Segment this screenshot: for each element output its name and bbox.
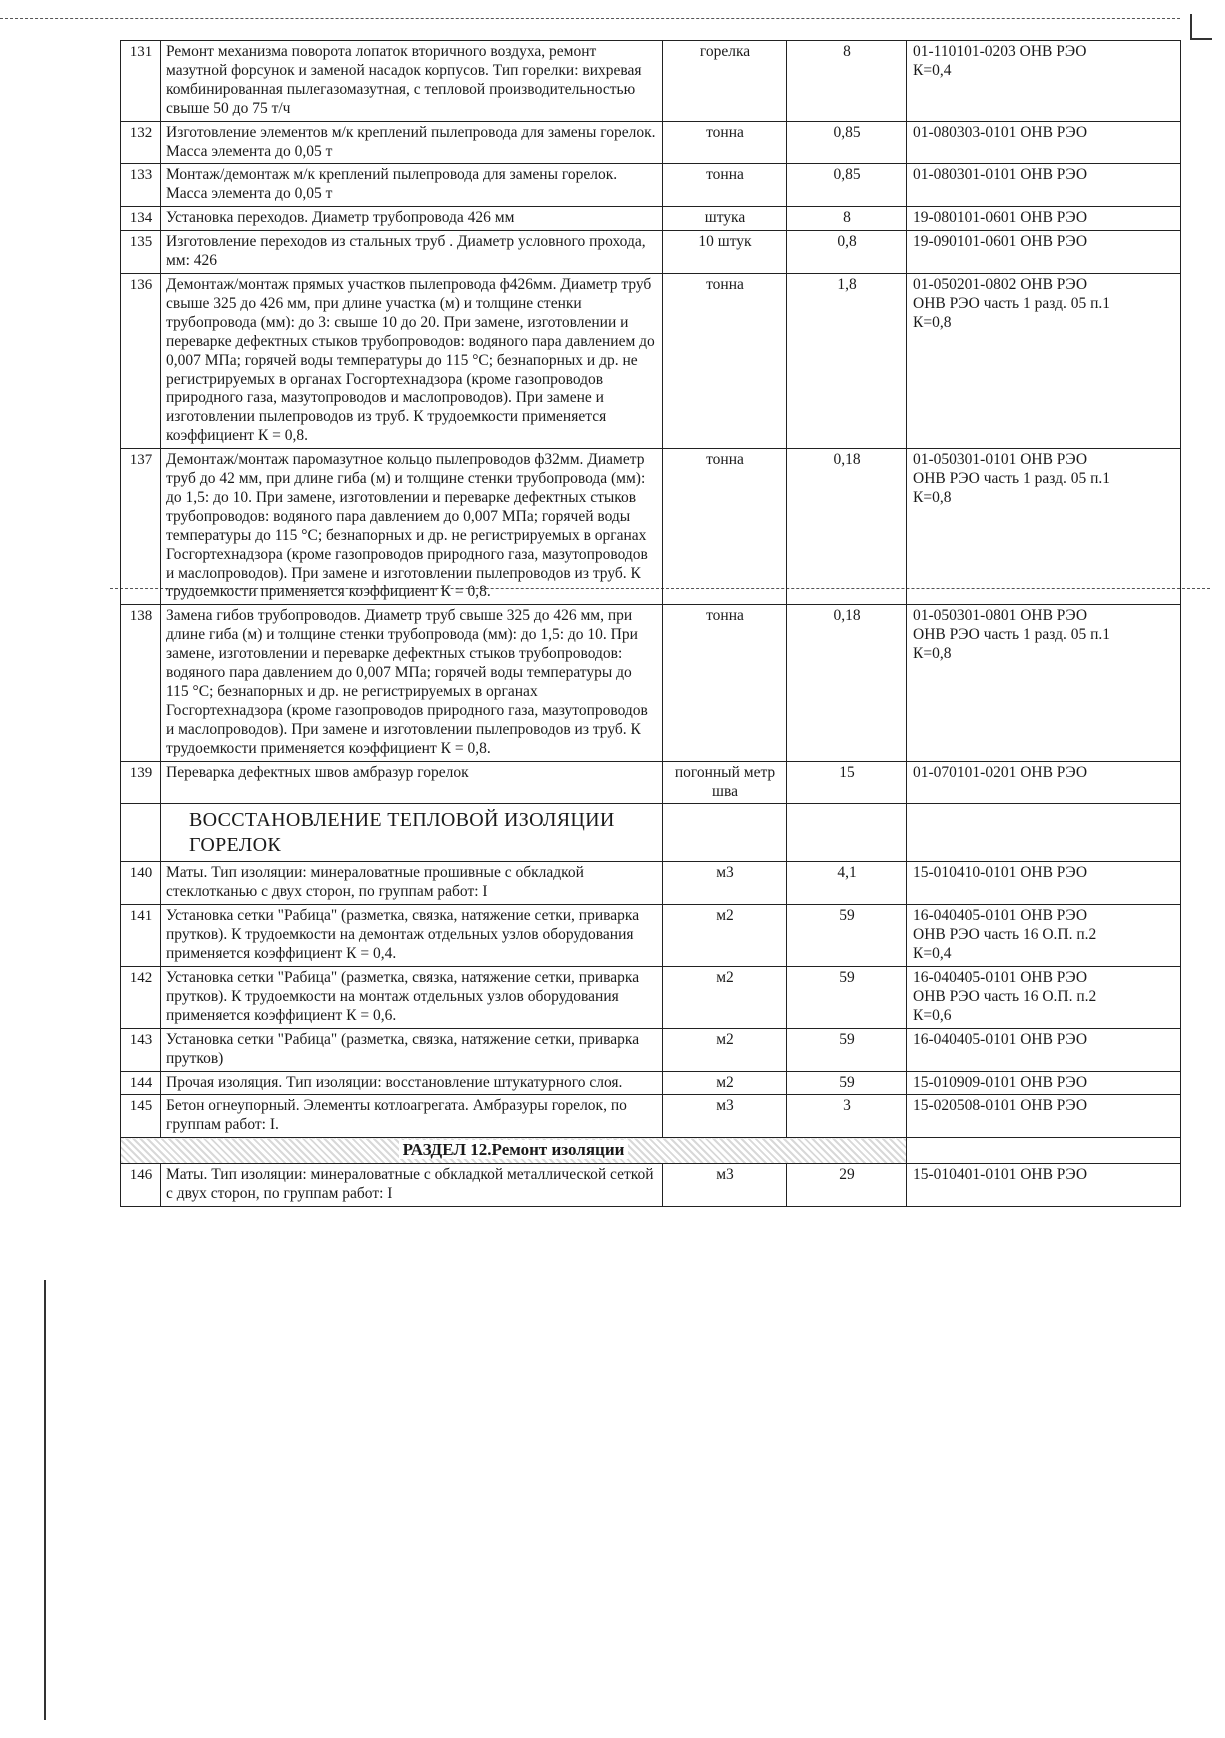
norm-code-line: К=0,8 bbox=[913, 645, 952, 663]
section-heading-row bbox=[121, 804, 1181, 862]
norm-code-line: 15-010410-0101 ОНВ РЭО bbox=[913, 864, 1088, 882]
row-number: 143 bbox=[121, 1028, 161, 1071]
table-row bbox=[121, 121, 1181, 164]
norm-code-line: 16-040405-0101 ОНВ РЭО bbox=[913, 968, 1088, 986]
quantity: 59 bbox=[787, 966, 907, 1028]
work-description: Монтаж/демонтаж м/к креплений пылепровода для замены горелок. Масса элемента до 0,05 т bbox=[161, 164, 663, 207]
norm-code-line: ОНВ РЭО часть 1 разд. 05 п.1 bbox=[913, 294, 1111, 312]
norm-code-line: 01-080301-0101 ОНВ РЭО bbox=[913, 166, 1088, 184]
norm-code bbox=[907, 1163, 1181, 1206]
work-description: Бетон огнеупорный. Элементы котлоагрегата. Амбразуры горелок, по группам работ: I. bbox=[161, 1095, 663, 1138]
work-description: Демонтаж/монтаж паромазутное кольцо пылепроводов ф32мм. Диаметр труб до 42 мм, при длине гиба (м) и толщине стенки трубопровода (мм): до 1,5: до 10. При замене, изготовлении и переварке дефектных стыков трубопроводов: водяного пара давлением до 0,007 МПа; горячей воды температуры до 115 °С; безнапорных и др. не регистрируемых в органах Госгортехнадзора (кроме газопроводов природного газа, мазутопроводов и маслопроводов). При замене и изготовлении пылепроводов из труб. К трудоемкости применяется коэффициент К = 0,8. bbox=[161, 449, 663, 605]
norm-code-line: 01-050201-0802 ОНВ РЭО bbox=[913, 275, 1088, 293]
norm-code-line: 16-040405-0101 ОНВ РЭО bbox=[913, 1030, 1088, 1048]
works-table-body bbox=[121, 41, 1181, 804]
section-heading-block bbox=[121, 804, 1181, 862]
norm-code-line: 15-010909-0101 ОНВ РЭО bbox=[913, 1073, 1088, 1091]
unit-of-measure: м2 bbox=[663, 966, 787, 1028]
row-number: 142 bbox=[121, 966, 161, 1028]
quantity: 0,85 bbox=[787, 121, 907, 164]
section-heading: ВОССТАНОВЛЕНИЕ ТЕПЛОВОЙ ИЗОЛЯЦИИ ГОРЕЛОК bbox=[161, 804, 663, 862]
norm-code-line: ОНВ РЭО часть 1 разд. 05 п.1 bbox=[913, 470, 1111, 488]
unit-of-measure: погонный метр шва bbox=[663, 761, 787, 804]
quantity: 0,85 bbox=[787, 164, 907, 207]
norm-code-line: ОНВ РЭО часть 16 О.П. п.2 bbox=[913, 926, 1097, 944]
unit-of-measure: тонна bbox=[663, 164, 787, 207]
work-description: Замена гибов трубопроводов. Диаметр труб свыше 325 до 426 мм, при длине гиба (м) и толщине стенки трубопровода (мм): до 1,5: до 10. При замене, изготовлении и переварке дефектных стыков трубопроводов: водяного пара давлением до 0,007 МПа; горячей воды температуры до 115 °С; безнапорных и др. не регистрируемых в органах Госгортехнадзора (кроме газопроводов природного газа, мазутопроводов и маслопроводов). При замене и изготовлении пылепроводов из труб. К трудоемкости применяется коэффициент К = 0,8. bbox=[161, 605, 663, 761]
unit-of-measure: м2 bbox=[663, 1028, 787, 1071]
row-number: 146 bbox=[121, 1163, 161, 1206]
row-number: 133 bbox=[121, 164, 161, 207]
norm-code-line: К=0,6 bbox=[913, 1006, 952, 1024]
work-description: Установка сетки "Рабица" (разметка, связка, натяжение сетки, приварка прутков). К трудоемкости на демонтаж отдельных узлов оборудования применяется коэффициент К = 0,4. bbox=[161, 905, 663, 967]
section-band-row bbox=[121, 1138, 1181, 1164]
norm-code-line: К=0,4 bbox=[913, 945, 952, 963]
table-row bbox=[121, 905, 1181, 967]
row-number: 144 bbox=[121, 1071, 161, 1095]
row-number: 145 bbox=[121, 1095, 161, 1138]
unit-of-measure: тонна bbox=[663, 449, 787, 605]
scan-corner-mark bbox=[1190, 14, 1192, 38]
row-number: 134 bbox=[121, 207, 161, 231]
unit-of-measure: 10 штук bbox=[663, 231, 787, 274]
norm-code-line: 15-010401-0101 ОНВ РЭО bbox=[913, 1165, 1088, 1183]
norm-code bbox=[907, 605, 1181, 761]
norm-code-line: 01-070101-0201 ОНВ РЭО bbox=[913, 763, 1088, 781]
norm-code bbox=[907, 41, 1181, 122]
norm-code-line: 01-110101-0203 ОНВ РЭО bbox=[913, 43, 1087, 60]
row-number-cell bbox=[121, 804, 161, 862]
row-number: 131 bbox=[121, 41, 161, 122]
quantity: 0,18 bbox=[787, 449, 907, 605]
norm-code-line: ОНВ РЭО часть 1 разд. 05 п.1 bbox=[913, 626, 1111, 644]
quantity: 0,8 bbox=[787, 231, 907, 274]
work-description: Изготовление переходов из стальных труб . Диаметр условного прохода, мм: 426 bbox=[161, 231, 663, 274]
table-row bbox=[121, 1163, 1181, 1206]
quantity: 59 bbox=[787, 1028, 907, 1071]
norm-code bbox=[907, 231, 1181, 274]
norm-code bbox=[907, 1071, 1181, 1095]
qty-cell bbox=[787, 804, 907, 862]
row-number: 135 bbox=[121, 231, 161, 274]
unit-cell bbox=[663, 804, 787, 862]
table-row bbox=[121, 231, 1181, 274]
quantity: 15 bbox=[787, 761, 907, 804]
unit-of-measure: горелка bbox=[663, 41, 787, 122]
table-row bbox=[121, 41, 1181, 122]
norm-code bbox=[907, 1095, 1181, 1138]
norm-code bbox=[907, 761, 1181, 804]
row-number: 140 bbox=[121, 862, 161, 905]
row-number: 141 bbox=[121, 905, 161, 967]
norm-code bbox=[907, 121, 1181, 164]
table-row bbox=[121, 1071, 1181, 1095]
row-number: 132 bbox=[121, 121, 161, 164]
table-row bbox=[121, 966, 1181, 1028]
norm-code-line: 01-050301-0801 ОНВ РЭО bbox=[913, 607, 1088, 625]
table-row bbox=[121, 761, 1181, 804]
norm-code-line: К=0,4 bbox=[913, 61, 952, 79]
code-cell bbox=[907, 804, 1181, 862]
norm-code bbox=[907, 966, 1181, 1028]
norm-code bbox=[907, 207, 1181, 231]
unit-of-measure: тонна bbox=[663, 273, 787, 448]
norm-code bbox=[907, 1028, 1181, 1071]
table-row bbox=[121, 605, 1181, 761]
table-row bbox=[121, 164, 1181, 207]
table-row bbox=[121, 449, 1181, 605]
works-table bbox=[120, 40, 1181, 1207]
norm-code bbox=[907, 905, 1181, 967]
unit-of-measure: штука bbox=[663, 207, 787, 231]
unit-of-measure: м3 bbox=[663, 1163, 787, 1206]
band-code-cell bbox=[907, 1138, 1181, 1164]
unit-of-measure: м3 bbox=[663, 1095, 787, 1138]
norm-code-line: К=0,8 bbox=[913, 488, 952, 506]
quantity: 1,8 bbox=[787, 273, 907, 448]
norm-code-line: 01-080303-0101 ОНВ РЭО bbox=[913, 123, 1088, 141]
scan-corner-mark bbox=[1190, 38, 1212, 40]
scan-left-edge bbox=[44, 1280, 46, 1720]
table-row bbox=[121, 207, 1181, 231]
norm-code bbox=[907, 862, 1181, 905]
work-description: Переварка дефектных швов амбразур горелок bbox=[161, 761, 663, 804]
norm-code-line: ОНВ РЭО часть 16 О.П. п.2 bbox=[913, 987, 1097, 1005]
row-number: 137 bbox=[121, 449, 161, 605]
section-band bbox=[121, 1138, 907, 1164]
quantity: 0,18 bbox=[787, 605, 907, 761]
work-description: Установка сетки "Рабица" (разметка, связка, натяжение сетки, приварка прутков). К трудоемкости на монтаж отдельных узлов оборудования применяется коэффициент К = 0,6. bbox=[161, 966, 663, 1028]
norm-code-line: 19-090101-0601 ОНВ РЭО bbox=[913, 233, 1088, 251]
work-description: Изготовление элементов м/к креплений пылепровода для замены горелок. Масса элемента до 0,05 т bbox=[161, 121, 663, 164]
work-description: Демонтаж/монтаж прямых участков пылепровода ф426мм. Диаметр труб свыше 325 до 426 мм, при длине участка (м) и толщине стенки трубопровода (мм): до 3: свыше 10 до 20. При замене, изготовлении и переварке дефектных стыков трубопроводов: водяного пара давлением до 0,007 МПа; горячей воды температуры до 115 °С; безнапорных и др. не регистрируемых в органах Госгортехнадзора (кроме газопроводов природного газа, мазутопроводов и маслопроводов). При замене и изготовлении пылепроводов из труб. К трудоемкости применяется коэффициент К = 0,8. bbox=[161, 273, 663, 448]
work-description: Маты. Тип изоляции: минераловатные с обкладкой металлической сеткой с двух сторон, по группам работ: I bbox=[161, 1163, 663, 1206]
scan-top-edge bbox=[0, 18, 1180, 19]
norm-code bbox=[907, 449, 1181, 605]
unit-of-measure: м3 bbox=[663, 862, 787, 905]
table-row bbox=[121, 862, 1181, 905]
quantity: 29 bbox=[787, 1163, 907, 1206]
works-table-body-3 bbox=[121, 1163, 1181, 1206]
works-table-body-2 bbox=[121, 862, 1181, 1138]
quantity: 8 bbox=[787, 41, 907, 122]
unit-of-measure: м2 bbox=[663, 905, 787, 967]
quantity: 8 bbox=[787, 207, 907, 231]
quantity: 59 bbox=[787, 905, 907, 967]
quantity: 3 bbox=[787, 1095, 907, 1138]
work-description: Установка переходов. Диаметр трубопровода 426 мм bbox=[161, 207, 663, 231]
norm-code-line: 19-080101-0601 ОНВ РЭО bbox=[913, 209, 1088, 227]
table-row bbox=[121, 1095, 1181, 1138]
work-description: Ремонт механизма поворота лопаток вторичного воздуха, ремонт мазутной форсунок и заменой насадок корпусов. Тип горелки: вихревая комбинированная пылегазомазутная, с тепловой производительностью свыше 50 до 75 т/ч bbox=[161, 41, 663, 122]
section-band-block bbox=[121, 1138, 1181, 1164]
row-number: 139 bbox=[121, 761, 161, 804]
work-description: Прочая изоляция. Тип изоляции: восстановление штукатурного слоя. bbox=[161, 1071, 663, 1095]
norm-code-line: 15-020508-0101 ОНВ РЭО bbox=[913, 1097, 1088, 1115]
work-description: Установка сетки "Рабица" (разметка, связка, натяжение сетки, приварка прутков) bbox=[161, 1028, 663, 1071]
norm-code bbox=[907, 164, 1181, 207]
norm-code-line: 01-050301-0101 ОНВ РЭО bbox=[913, 451, 1088, 469]
table-row bbox=[121, 273, 1181, 448]
quantity: 4,1 bbox=[787, 862, 907, 905]
row-number: 138 bbox=[121, 605, 161, 761]
section-band-label: РАЗДЕЛ 12.Ремонт изоляции bbox=[399, 1140, 629, 1159]
quantity: 59 bbox=[787, 1071, 907, 1095]
table-row bbox=[121, 1028, 1181, 1071]
unit-of-measure: тонна bbox=[663, 605, 787, 761]
norm-code-line: 16-040405-0101 ОНВ РЭО bbox=[913, 907, 1088, 925]
norm-code-line: К=0,8 bbox=[913, 313, 952, 331]
unit-of-measure: тонна bbox=[663, 121, 787, 164]
unit-of-measure: м2 bbox=[663, 1071, 787, 1095]
norm-code bbox=[907, 273, 1181, 448]
work-description: Маты. Тип изоляции: минераловатные прошивные с обкладкой стеклотканью с двух сторон, по группам работ: I bbox=[161, 862, 663, 905]
row-number: 136 bbox=[121, 273, 161, 448]
